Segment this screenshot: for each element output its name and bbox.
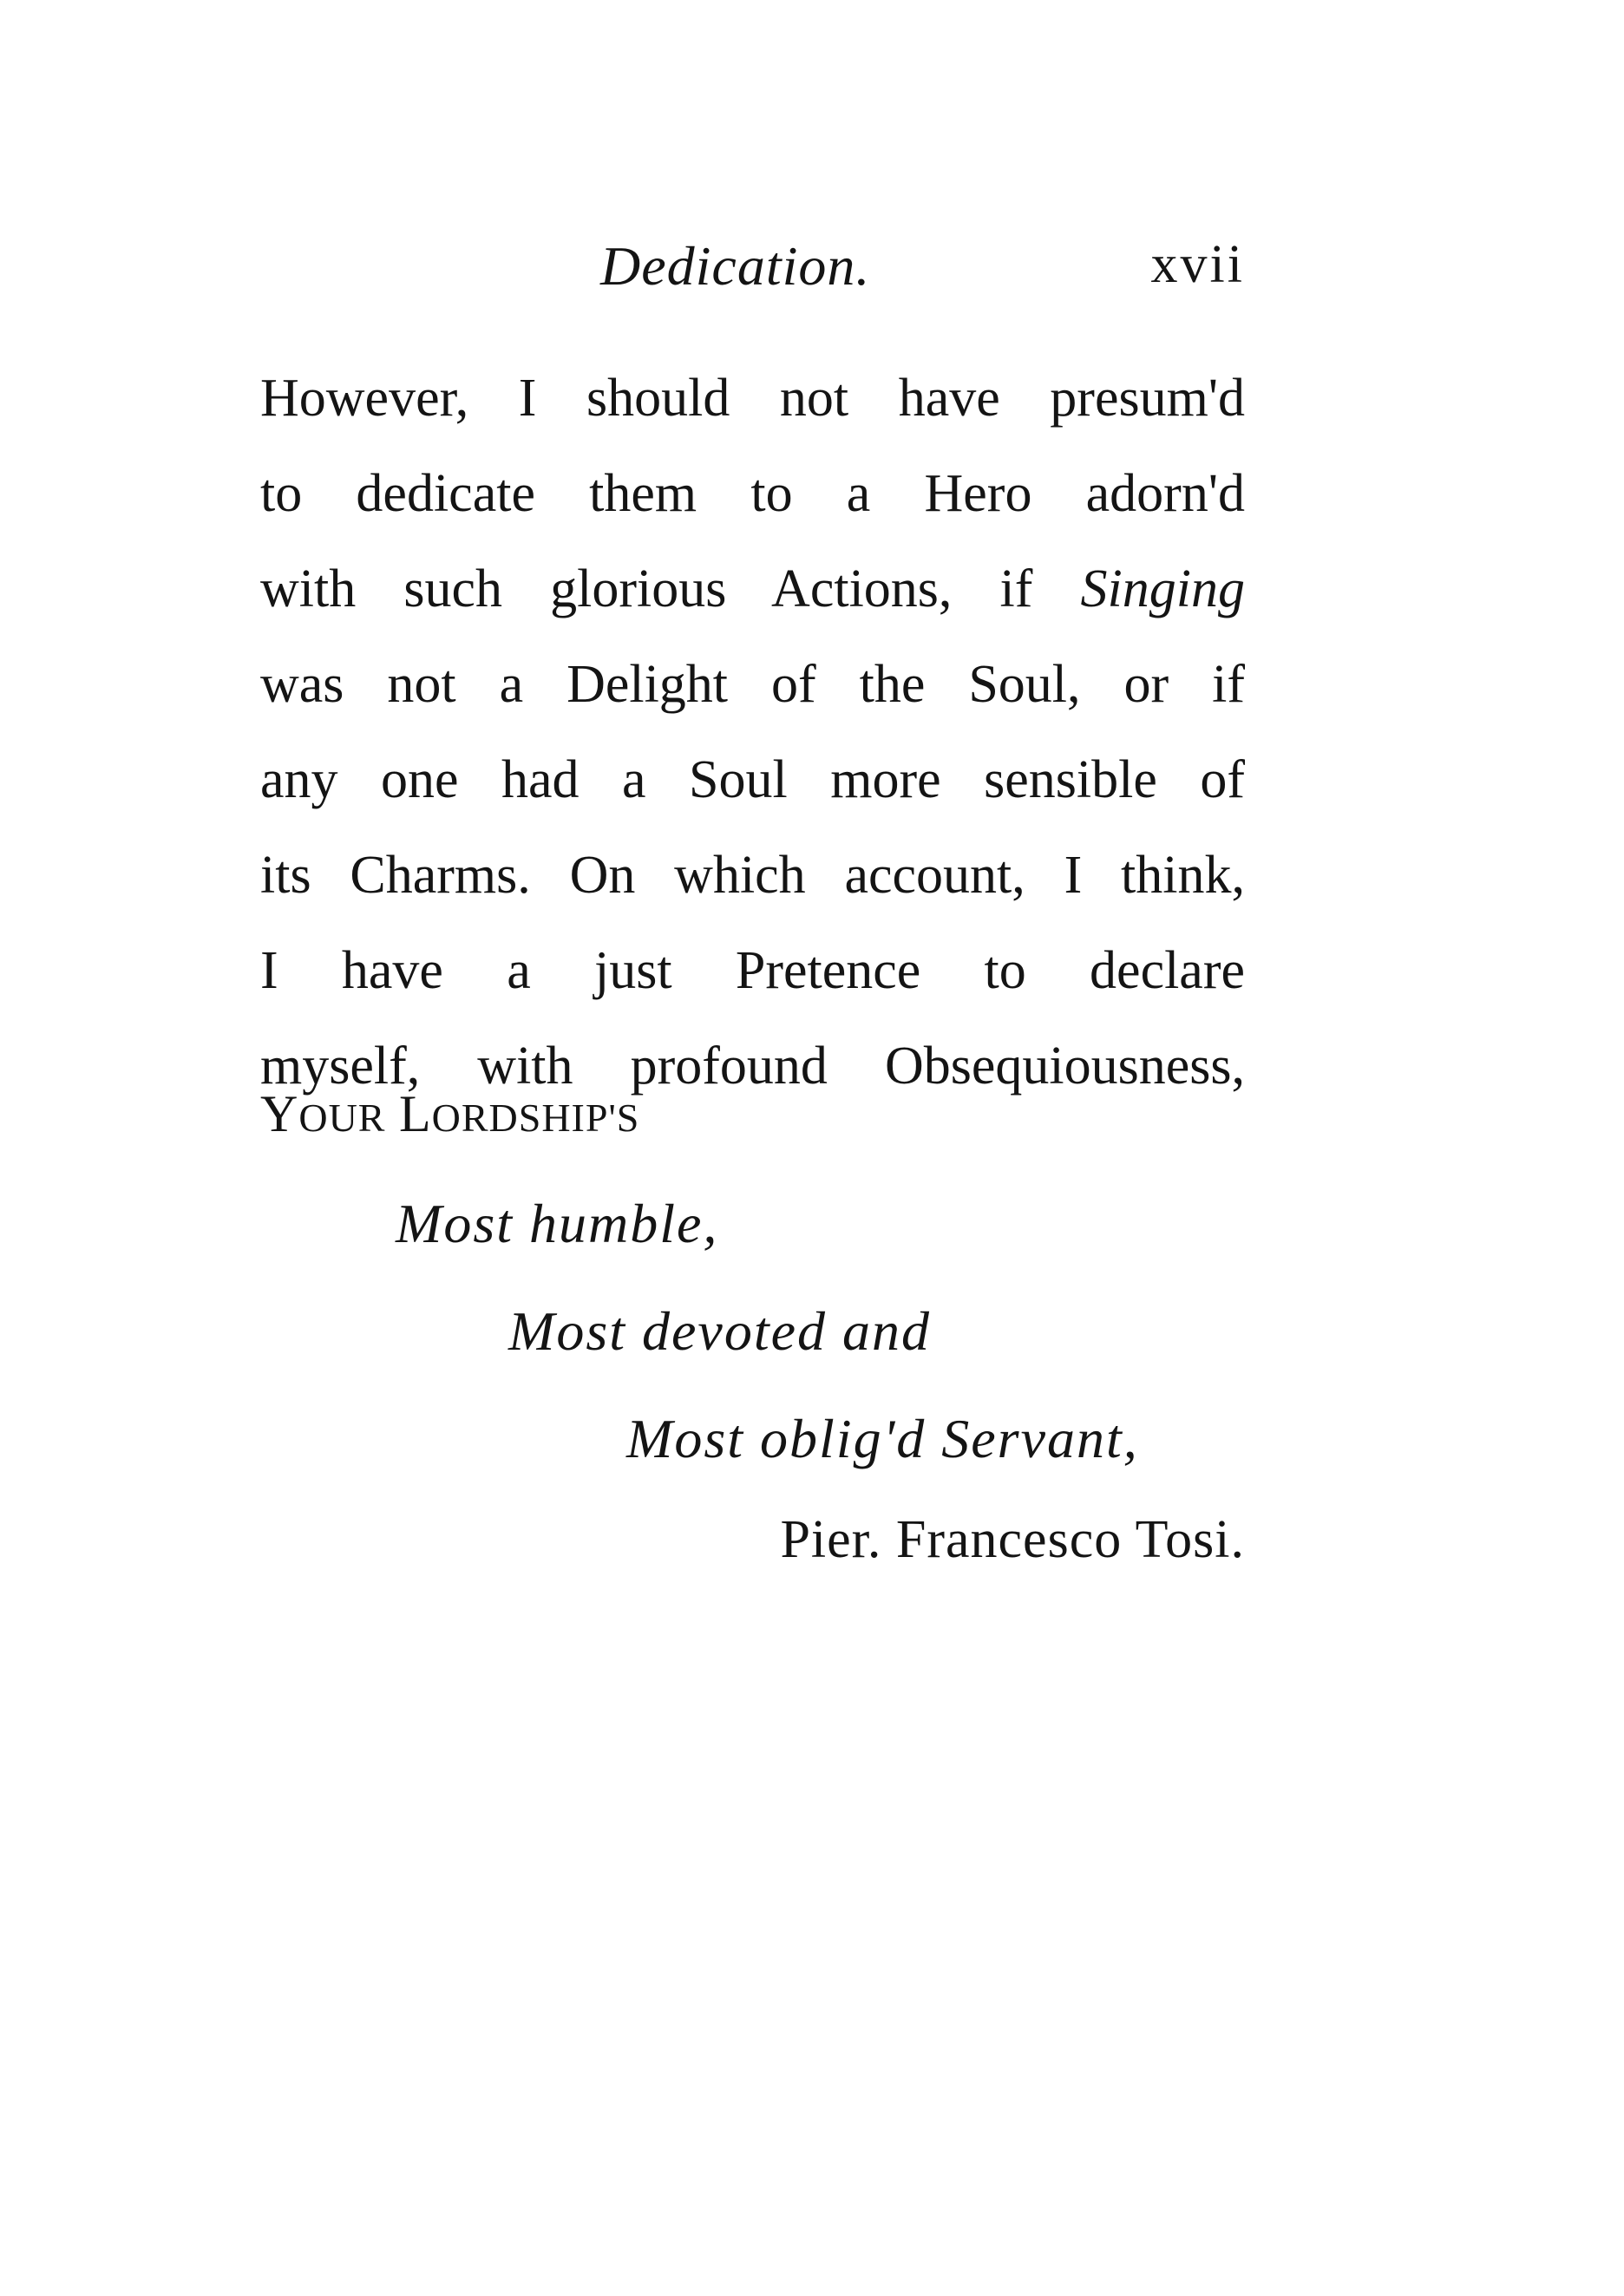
body-line-8: myself, with profound Obsequiousness, — [260, 1037, 1245, 1096]
italic-word-singing: Singing — [1080, 559, 1245, 618]
salutation: YOUR LORDSHIP'S — [260, 1085, 640, 1142]
body-paragraph — [260, 350, 1245, 1114]
signature: Pier. Francesco Tosi. — [780, 1510, 1245, 1569]
running-head — [260, 234, 1245, 321]
running-head-title: Dedication. — [600, 235, 871, 297]
body-line-5: any one had a Soul more sensible of — [260, 750, 1245, 809]
closing-line-2: Most devoted and — [508, 1300, 931, 1362]
body-line-2: to dedicate them to a Hero adorn'd — [260, 464, 1245, 523]
body-line-4: was not a Delight of the Soul, or if — [260, 655, 1245, 714]
body-line-1: However, I should not have presum'd — [260, 369, 1245, 428]
closing-line-3: Most oblig'd Servant, — [626, 1408, 1139, 1469]
body-line-6: its Charms. On which account, I think, — [260, 846, 1245, 905]
page-number: xvii — [1150, 235, 1245, 294]
body-line-3: with such glorious Actions, if Singing — [260, 559, 1245, 618]
closing-line-1: Most humble, — [396, 1193, 719, 1254]
body-line-7: I have a just Pretence to declare — [260, 941, 1245, 1000]
